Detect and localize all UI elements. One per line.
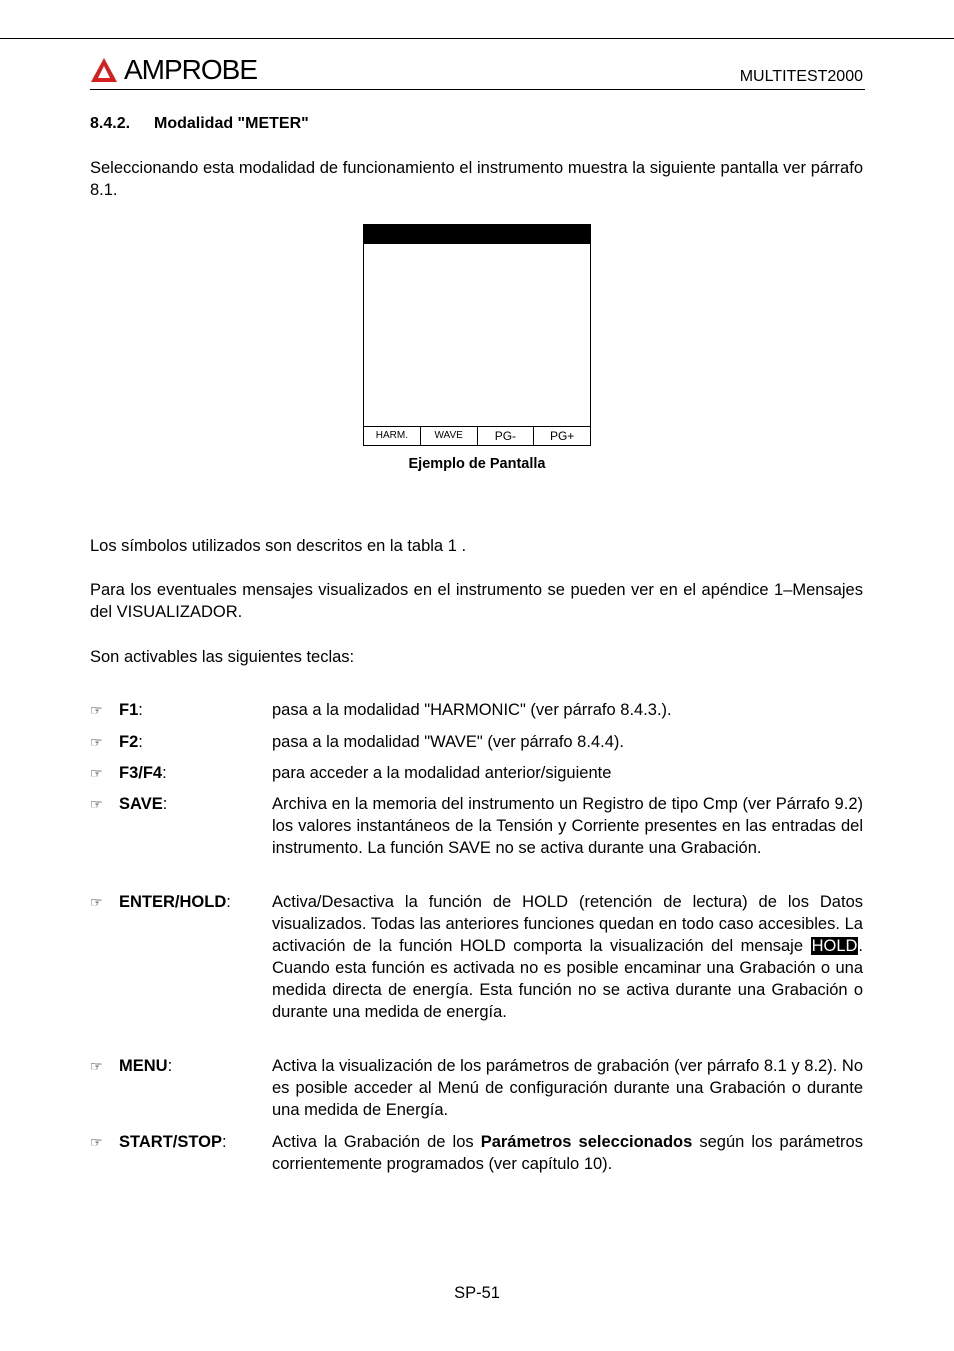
paragraph-symbols: Los símbolos utilizados son descritos en la tabla 1 . — [90, 537, 467, 555]
pointing-hand-icon: ☞ — [90, 1134, 103, 1150]
key-label: MENU: — [119, 1057, 173, 1075]
key-description: pasa a la modalidad "HARMONIC" (ver párrafo 8.4.3.). — [272, 701, 672, 719]
key-description: Activa la Grabación de los Parámetros seleccionados según los parámetros corrientemente programados (ver capítulo 10). — [272, 1133, 863, 1173]
screen-caption: Ejemplo de Pantalla — [408, 456, 546, 472]
warning-triangle-icon — [90, 57, 118, 83]
pointing-hand-icon: ☞ — [90, 734, 103, 750]
paragraph-messages: Para los eventuales mensajes visualizados en el instrumento se pueden ver en el apéndice 1–Mensajes del VISUALIZADOR. — [90, 581, 863, 621]
key-label: F1: — [119, 701, 143, 719]
screen-key-harm: HARM. — [364, 427, 421, 445]
key-label: F3/F4: — [119, 764, 167, 782]
hold-message-badge: HOLD — [811, 937, 858, 955]
model-name: MULTITEST2000 — [739, 68, 863, 85]
key-description: Activa/Desactiva la función de HOLD (retención de lectura) de los Datos visualizados. Todas las anteriores funciones quedan en todo caso accesibles. La activación de la función HOLD comporta la visualización del mensaje HOLD. Cuando esta función es activada no es posible encaminar una Grabación o una medida directa de energía. Esta función no se activa durante una Grabación o durante una medida de energía. — [272, 893, 863, 1021]
top-rule — [0, 38, 954, 39]
key-description: Activa la visualización de los parámetros de grabación (ver párrafo 8.1 y 8.2). No es posible acceder al Menú de configuración durante una Grabación o durante una medida de Energía. — [272, 1057, 863, 1119]
pointing-hand-icon: ☞ — [90, 702, 103, 718]
pointing-hand-icon: ☞ — [90, 765, 103, 781]
screen-key-pg-plus: PG+ — [549, 429, 575, 443]
page-number: SP-51 — [454, 1284, 500, 1302]
key-label: START/STOP: — [119, 1133, 227, 1151]
key-description: para acceder a la modalidad anterior/siguiente — [272, 764, 612, 782]
paragraph-keys-intro: Son activables las siguientes teclas: — [90, 648, 355, 666]
pointing-hand-icon: ☞ — [90, 796, 103, 812]
screen-title-bar — [364, 225, 590, 244]
screen-key-wave: WAVE — [421, 427, 478, 445]
key-description: Archiva en la memoria del instrumento un Registro de tipo Cmp (ver Párrafo 9.2) los valores instantáneos de la Tensión y Corriente presentes en las entradas del instrumento. La función SAVE no se activa durante una Grabación. — [272, 795, 863, 857]
screen-key-pg-minus: PG- — [478, 427, 535, 445]
pointing-hand-icon: ☞ — [90, 894, 103, 910]
page-header — [90, 52, 865, 90]
section-title — [90, 115, 309, 133]
screen-example — [363, 224, 591, 446]
screen-function-keys — [364, 426, 590, 445]
section-number: 8.4.2. — [90, 115, 131, 132]
amprobe-logo — [90, 54, 257, 86]
brand-name: AMPROBE — [124, 54, 258, 85]
key-label: SAVE: — [119, 795, 168, 813]
key-label: F2: — [119, 733, 143, 751]
key-description: pasa a la modalidad "WAVE" (ver párrafo 8.4.4). — [272, 733, 624, 751]
key-label: ENTER/HOLD: — [119, 893, 231, 911]
pointing-hand-icon: ☞ — [90, 1058, 103, 1074]
intro-paragraph: Seleccionando esta modalidad de funcionamiento el instrumento muestra la siguiente pantalla ver párrafo 8.1. — [90, 159, 863, 199]
section-heading: Modalidad "METER" — [154, 115, 309, 132]
